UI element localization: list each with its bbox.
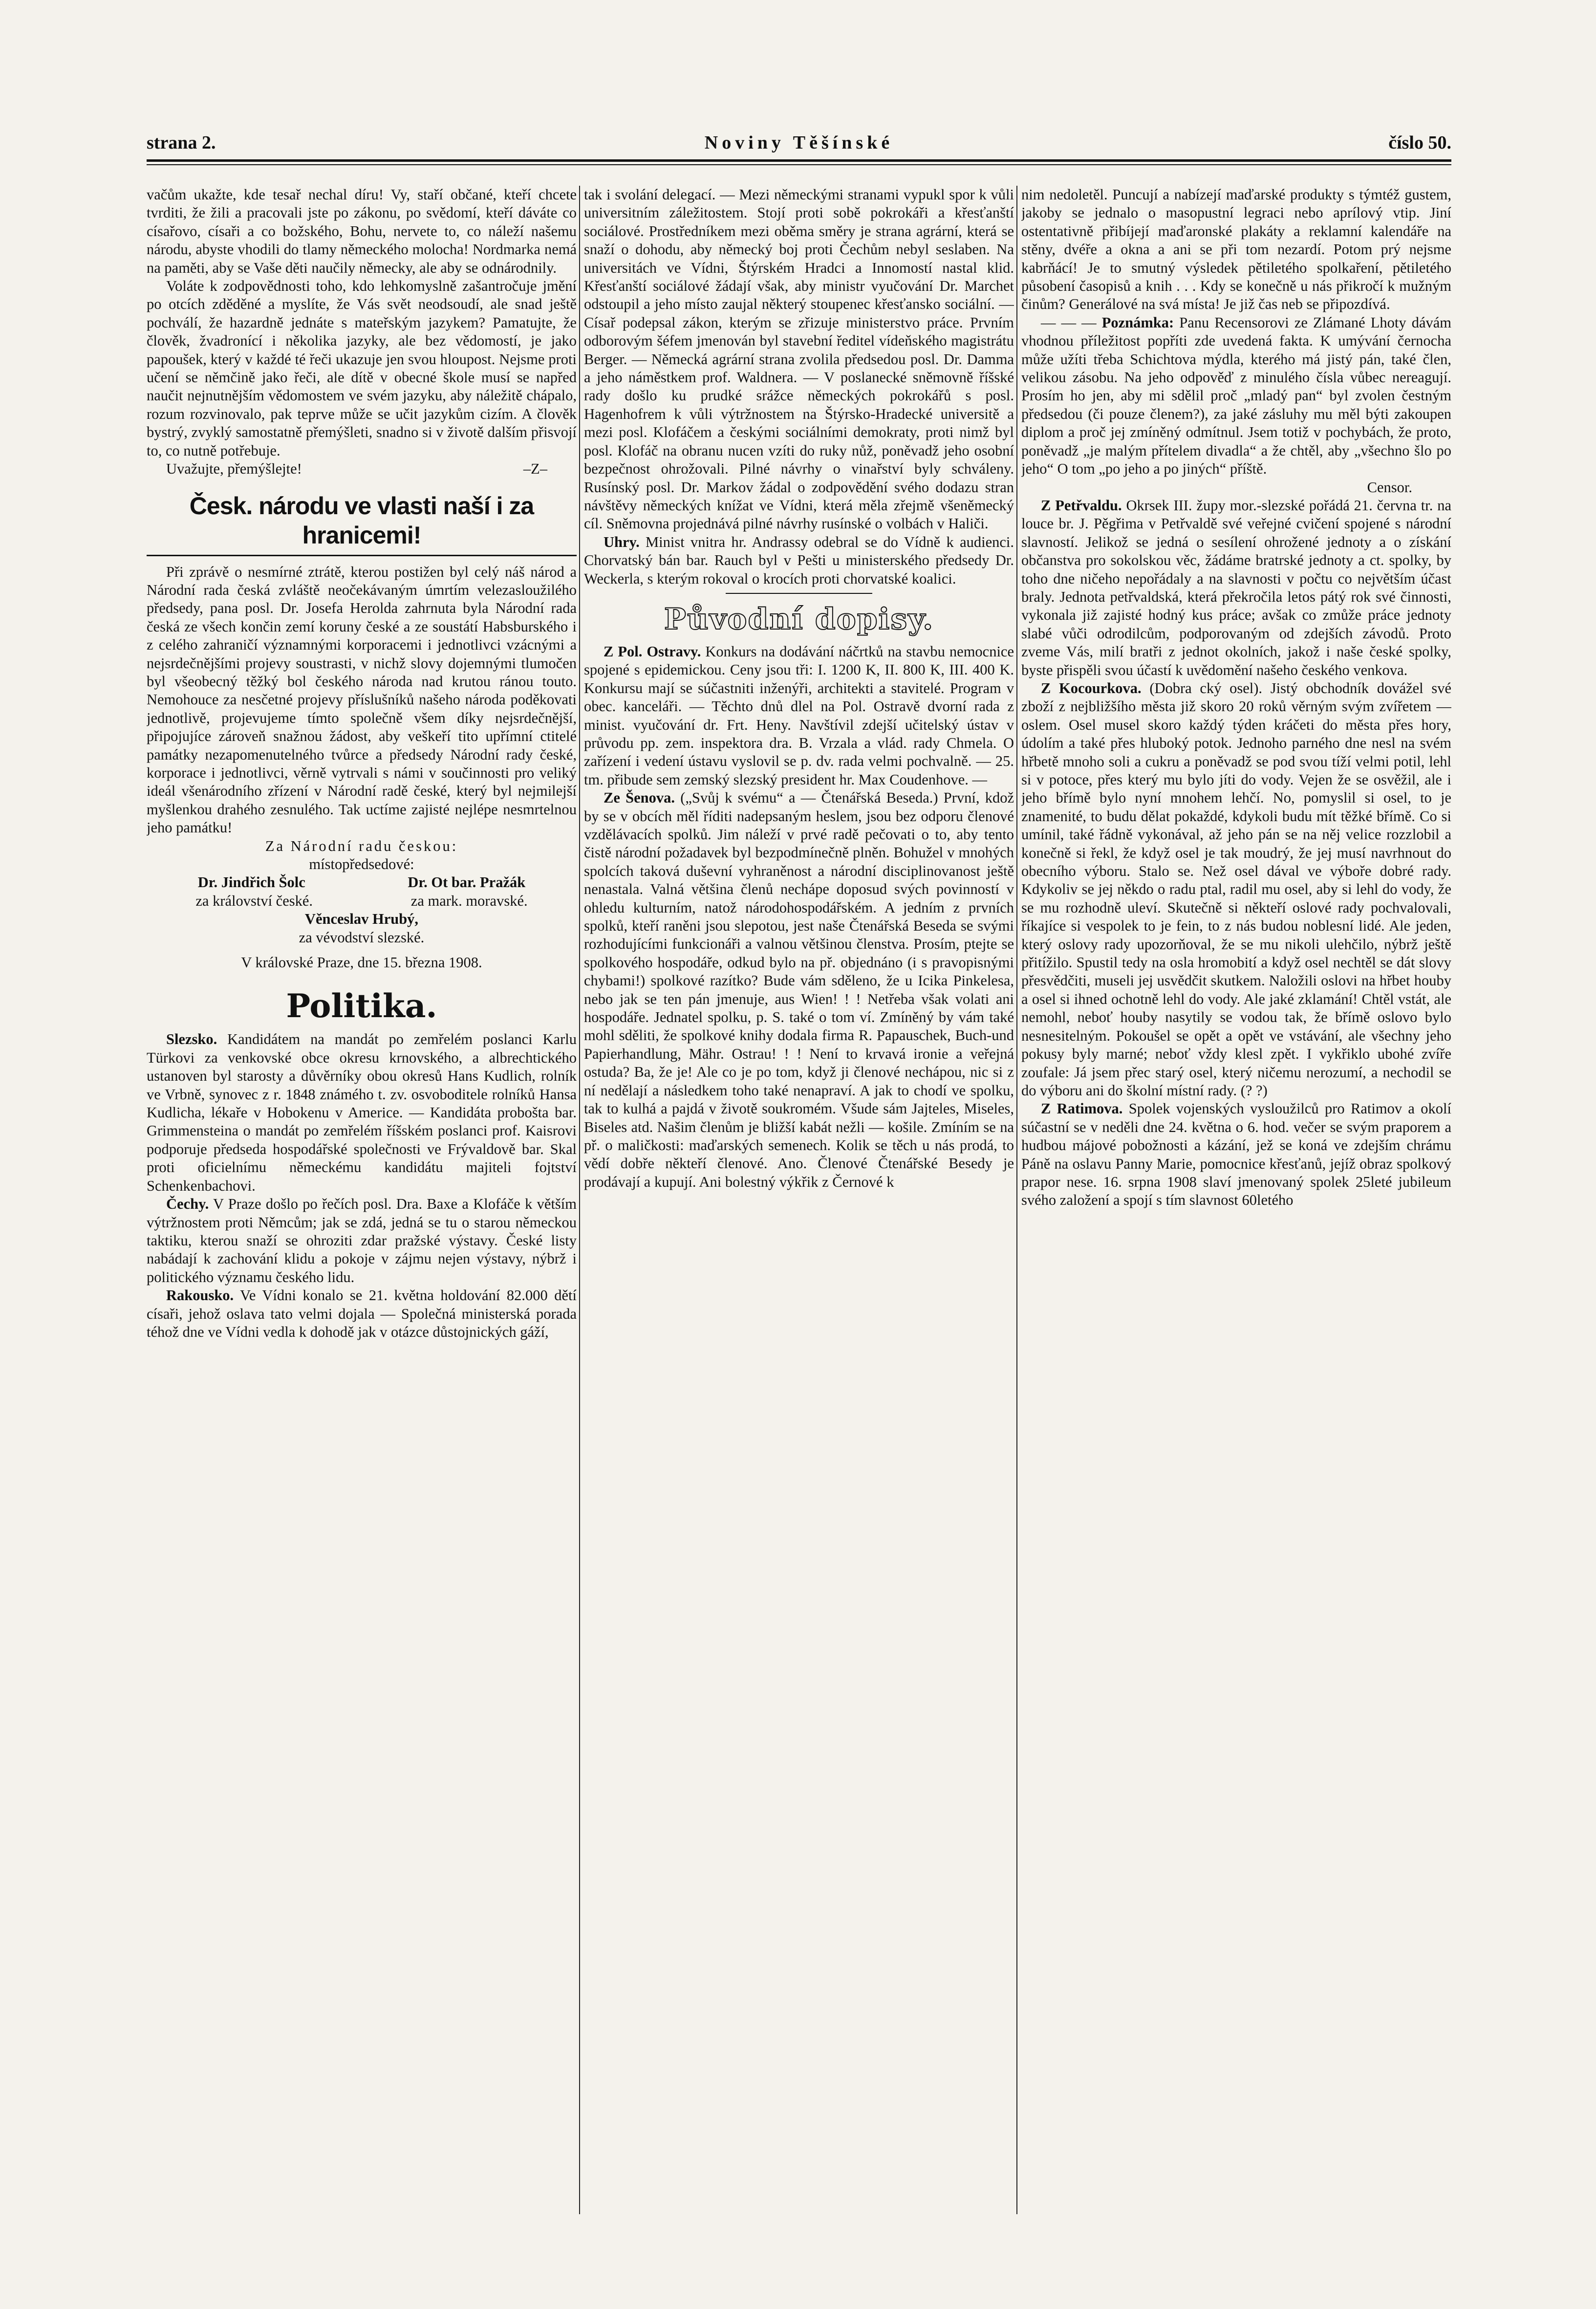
signatories-row <box>147 873 577 892</box>
column-divider <box>1016 186 1017 2214</box>
news-item: Rakousko. Ve Vídni konalo se 21. května holdování 82.000 dětí císaři, jehož oslava tato velmi dojala — Společná ministerská porada téhož dne ve Vídni vedla k dohodě jak v otázce důstojnických gáží, <box>147 1287 577 1340</box>
dateline: V královské Praze, dne 15. března 1908. <box>241 954 482 971</box>
dateline-place: Z Pol. Ostravy. <box>604 643 701 660</box>
correspondence-item: Ze Šenova. („Svůj k svému“ a — Čtenářská Beseda.) První, kdož by se v obcích měl říditi nadepsaným heslem, jsou bez odporu členové vzdělávacích spolků. Jim náleží v prvé radě pečovati o to, aby tento čistě národní požadavek byl bezpodmínečně plněn. Bohužel v mnohých spolcích taková duševní vyhraněnost a národní disciplinovanost ještě nenastala. Valná většina členů nechápe doposud svých povinností v ohledu kulturním, natož národohospodářském. A jedním z prvních spolků, kteří raněni jsou slepotou, jest naše Čtenářská Beseda se svými rozhodujícími funkcionáři a valnou většinou členstva. Prosím, ptejte se spolkového hospodáře, odkud bylo na př. objednáno (i s pravopisnými chybami!) spolkové razítko? Bude vám sděleno, že u Icika Pinkelesa, nebo jak se ten pán jmenuje, aus Wien! ! ! Netřeba však volati ani hospodáře. Jednatel spolku, p. S. také o tom ví. Zmíněný by vám také mohl sděliti, že spolkové knihy dodala firma R. Papauschek, Buch-und Papierhandlung, Mähr. Ostrau! ! ! Není to krvavá ironie a veřejná ostuda? Ba, že je! Ale co je po tom, když ji členové nechápou, nic si z ní nedělají a následkem toho také nenapraví. A jak to chodí ve spolku, tak to kulhá a pajdá v životě soukromém. Všude sám Jajteles, Miseles, Biseles atd. Našim členům je bližší kabát nežli — košile. Zmíním se na př. o maličkosti: maďarských semenech. Kolik se těch u nás prodá, to vědí dobře někteří členové. Ano. Členové Čtenářské Besedy je prodávají a kupují. Ani bolestný výkřik z Černové k <box>584 789 1014 1190</box>
page-number: strana 2. <box>147 132 216 153</box>
appeal-text: Při zprávě o nesmírné ztrátě, kterou postižen byl celý náš národ a Národní rada česká zvláště neočekávaným úmrtím velezasloužilého předsedy, pana posl. Dr. Josefa Herolda zahrnuta byla Národní rada česká ze všech končin zemí koruny české a ze soustátí Habsburského i z celého zahraničí významnými korporacemi i jednotlivci vzácnými a nejsrdečnějšími projevy soustrasti, v nichž slovy dojemnými tlumočen byl všeobecný těžký bol českého národa nad krutou ránou touto. Nemohouce za nesčetné projevy příslušníků našeho národa poděkovati jednotlivě, projevujeme tímto společně všem díky nejsrdečnější, připojujíce zároveň snažnou žádost, aby veškeří tito upřímní ctitelé památky nezapomenutelného tvůrce a předsedy Národní rady české, korporace i jednotlivci, věrně vytrvali s námi v součinnosti pro veliký ideál všenárodního zřízení v Národní radě české, který byl nejmilejší myšlenkou drahého zesnulého. Tak uctíme zajisté nejlépe nesmrtelnou jeho památku! <box>147 563 577 836</box>
article-paragraph: Voláte k zodpovědnosti toho, kdo lehkomyslně zašantročuje jmění po otcích zděděné a myslíte, že Vás svět neodsoudí, ale snad ještě pochválí, že hazardně jednáte s mateřským jazykem? Pamatujte, že člověk, žvadronící i několika jazyky, ale bez vědomostí, je jako papoušek, který v každé té řeči ukazuje jen svou hloupost. Nejsme proti učení se němčině jako řeči, ale dítě v obecné škole musí se napřed naučit nejnutnějším vědomostem ve svém jazyku, aby náležitě chápalo, rozum rozvinovalo, pak teprve může se učit jazykům cizím. A člověk bystrý, zvyklý samostatně přemýšleti, snadno si v životě dalším přisvojí to, co nutně potřebuje. <box>147 278 577 459</box>
header-rule <box>147 159 1451 162</box>
newspaper-page <box>147 122 1451 2234</box>
column-1 <box>147 186 577 2219</box>
issue-number: číslo 50. <box>1388 132 1451 153</box>
signatory-body: Za Národní radu českou: <box>265 837 458 854</box>
signatories-roles <box>147 892 577 910</box>
signatory-name: Věnceslav Hrubý, <box>304 911 419 928</box>
dateline-place: Z Kocourkova. <box>1041 679 1142 697</box>
correspondence-item: Z Pol. Ostravy. Konkurs na dodávání náčrtků na stavbu nemocnice spojené s epidemickou. Ceny jsou tři: I. 1200 K, II. 800 K, III. 400 K. Konkursu mají se súčastniti inženýři, architekti a stavitelé. Program v obec. kanceláři. — Těchto dnů dlel na Pol. Ostravě dvorní rada z minist. vyučování dr. Frt. Heny. Navštívil zdejší učitelský ústav v průvodu pp. zem. inspektora dra. B. Vrzala a vlád. rady Chmela. O zařízení i vedení ústavu vyslovil se p. dv. rada velmi pochvalně. — 25. tm. přibude sem zemský slezský president hr. Max Coudenhove. — <box>584 643 1014 788</box>
news-region: Rakousko. <box>166 1287 234 1304</box>
news-item: Slezsko. Kandidátem na mandát po zemřelém poslanci Karlu Türkovi za venkovské obce okresu krnovského, a albrechtického ustanoven byl starosty a důvěrníky obou okresů Hans Kudlich, rolník ve Vrbně, synovec z r. 1848 známého t. zv. osvoboditele rolníků Hansa Kudlicha, lékaře v Hobokenu v Americe. — Kandidáta probošta bar. Grimmensteina o mandát po zemřelém říšském poslanci prof. Kaisrovi podporuje předseda hospodářské společnosti ve Frývaldově bar. Skal proti oficielnímu německému kandidátu majiteli fojtství Schenkenbachovi. <box>147 1031 577 1194</box>
column-3 <box>1021 186 1451 2219</box>
section-heading-politika: Politika. <box>286 987 437 1025</box>
signatory-name: Dr. Jindřich Šolc <box>197 874 305 891</box>
author-mark: –Z– <box>523 460 547 478</box>
column-2 <box>584 186 1014 2219</box>
section-divider <box>726 593 872 594</box>
signatory-name: Dr. Ot bar. Pražák <box>408 874 526 891</box>
dateline-place: Ze Šenova. <box>604 789 675 806</box>
section-heading-puvodni-dopisy: Původní dopisy. <box>664 602 934 636</box>
correspondence-item: Z Kocourkova. (Dobra cký osel). Jistý obchodník dovážel své zboží z nejbližšího města již skoro 20 roků věrným svým zvířetem — oslem. Osel musel skoro každý týden kráčeti do města přes hory, údolím a také přes hluboký potok. Jednoho parného dne nesl na svém hřbetě mnoho soli a cukru a poněvadž se pod svou tíží velmi potil, lehl si v potoce, přes který mu bylo jíti do vody. Vejen že se osvěžil, ale i jeho břímě bylo nyní mnohem lehčí. No, pomyslil si osel, to je znamenité, to budu dělat pokaždé, kdykoli budu mít těžké břímě. Co si umínil, také řádně vykonával, až jeho pán se na něj velice rozzlobil a konečně si řekl, že když osel je tak moudrý, že jej musí navrhnout do obecního výboru. Stalo se. Než osel dával ve výboře dobré rady. Kdykoliv se jej někdo o radu ptal, radil mu osel, aby si lehl do vody, že se mu rozhodně uleví. Skutečně si někteří oslové rady pochvalovali, říkajíce si vespolek to je fein, to z nás budou noblesní lidé. Ale jeden, který oslovy rady upozorňoval, že se mu nikoli ulehčilo, nýbrž ještě přitížilo. Spustil tedy na osla hromobití a když osel nechtěl se dát slovy přesvědčiti, museli jej usvědčit skutkem. Naložili oslovi na hřbet houby a osel si ihned ochotně lehl do vody. Ale jaké zklamání! Chtěl vstát, ale nemohl, neboť houby nasytily se vodou tak, že břímě oslovo bylo nesnesitelným. Pokoušel se opět a opět ve vstávání, ale všechny jeho pokusy byly marné; neboť vždy klesl zpět. I vykřiklo ubohé zvíře zoufale: Já jsem přec starý osel, který ničemu nerozumí, a nechodil se do výboru ani do školní místní rady. (? ?) <box>1021 679 1451 1099</box>
correspondence-item: nim nedoletěl. Puncují a nabízejí maďarské produkty s týmtéž gustem, jakoby se jednalo o masopustní legraci nebo aprílový vtip. Jiní ostentativně přibíjejí maďaronské plakáty a reklamní kalendáře na stěny, dvéře a okna a ani se při tom nezardí. Potom prý nejsme kabrňácí! Je to smutný výsledek pětiletého spolkaření, pětiletého působení časopisů a knih . . . Kdy se konečně u nás přikročí k mužným činům? Generálové na svá místa! Je již čas neb se připozdívá. <box>1021 186 1451 313</box>
note-signature: Censor. <box>1367 479 1412 496</box>
signatory-role: za mark. moravské. <box>410 892 528 909</box>
news-region: Uhry. <box>604 533 640 550</box>
article-closing: Uvažujte, přemýšlejte! –Z– <box>147 460 577 478</box>
news-item: tak i svolání delegací. — Mezi německými stranami vypukl spor k vůli universitním záležitostem. Stojí proti sobě pokrokáři a křesťanští sociálové. Prostředníkem mezi oběma směry je strana agrární, která se snaží o dohodu, aby německý boj proti Čechům nebyl seslaben. Na universitách ve Vídni, Štýrském Hradci a Innomostí nastal klid. Křesťanští sociálové žádají však, aby ministr vyučování Dr. Marchet odstoupil a jeho místo zaujal některý stoupenec křesťansko sociální. — Císař podepsal zákon, kterým se zřizuje ministerstvo práce. Prvním odborovým šéfem jmenován byl stavební ředitel vídeňského magistrátu Berger. — Německá agrární strana zvolila předsedou posl. Dr. Damma a jeho náměstkem prof. Waldnera. — V poslanecké sněmovně říšské rady došlo ku prudké srážce německých pokrokářů s posl. Hagenhofrem k vůli výtržnostem na Štýrsko-Hradecké universitě a mezi posl. Klofáčem a českými sociálními demokraty, proti nimž byl posl. Klofáč na obranu nucen vzíti do ruky nůž, poněvadž jeho osobní bezpečnost ohrožovali. Pilné návrhy o vinařství byly schváleny. Rusínský posl. Dr. Markov žádal o zodpovědění svého dodazu stran návštěvy německých knížat ve Vídni, která měla zřejmě všeněmecký cíl. Sněmovna projednává pilné návrhy rusínské o volbách v Haliči. <box>584 186 1014 532</box>
appeal-heading: Česk. národu ve vlasti naší i za hranicemi! <box>189 492 534 549</box>
signatory-role: za vévodství slezské. <box>299 929 425 946</box>
dateline-place: Z Petřvaldu. <box>1041 497 1122 514</box>
dateline-place: Z Ratimova. <box>1041 1100 1123 1117</box>
running-head <box>147 122 1451 156</box>
news-item: Čechy. V Praze došlo po řečích posl. Dra. Baxe a Klofáče k větším výtržnostem proti Němcům; jak se zdá, jedná se tu o starou německou taktiku, kterou snaží se ohroziti zdar pražské výstavy. České listy nabádají k zachování klidu a pokoje v zájmu nejen výstavy, nýbrž i politického významu českého lidu. <box>147 1196 577 1285</box>
newspaper-title: Noviny Těšínské <box>704 132 894 153</box>
news-item: Uhry. Minist vnitra hr. Andrassy odebral se do Vídně k audienci. Chorvatský bán bar. Rauch byl v Pešti u ministerského předsedy Dr. Weckerla, s kterým rokoval o krocích proti chorvatské koalici. <box>584 533 1014 587</box>
note-item: — — — Poznámka: Panu Recensorovi ze Zlámané Lhoty dávám vhodnou příležitost popříti zde uvedená fakta. K umývání černocha může užíti třeba Schichtova mýdla, kterého má jistý pán, také člen, velikou zásobu. Na jeho odpověď z minulého čísla vůbec nereagují. Prosím ho jen, aby mi sdělil proč „mladý pan“ byl zvolen čestným předsedou (či pouze členem?), za jaké zásluhy mu měl býti zakoupen diplom a proč jej zmíněný odmítnul. Jsem totiž v pochybách, že proto, poněvadž „je malým přítelem divadla“ a že chtěl, aby „všechno šlo po jeho“ O tom „po jeho a po jiných“ příště. <box>1021 314 1451 478</box>
signatory-role: za království české. <box>195 892 313 909</box>
news-region: Čechy. <box>166 1196 209 1213</box>
signatory-title: místopředsedové: <box>309 856 414 872</box>
column-divider <box>579 186 580 2214</box>
header-rule-thin <box>147 164 1451 165</box>
correspondence-item: Z Petřvaldu. Okrsek III. župy mor.-slezské pořádá 21. června tr. na louce br. J. Pěgřima v Petřvaldě své veřejné cvičení spojené s národní slavností. Jelikož se jedná o sesílení ohrožené jednoty a o získání občanstva pro sokolskou věc, žádáme bratrské jednoty a ct. spolky, by toho dne ničeho nepořádaly a na slavnosti v počtu co největším účast braly. Jednota petřvaldská, která překročila letos pátý rok své činnosti, vykonala již zajisté hodný kus práce; avšak co zmůže práce jednoty slabé vůči odrodilcům, podporovaným od zdejších závodů. Proto zveme Vás, milí bratři z jednot okolních, jakož i naše české spolky, byste přispěli svou účastí k uvědomění našeho českého venkova. <box>1021 497 1451 678</box>
correspondence-item: Z Ratimova. Spolek vojenských vysloužilců pro Ratimov a okolí súčastní se v neděli dne 24. května o 6. hod. večer se svým praporem a hudbou májové pobožnosti a kázání, jež se koná ve zdejším chrámu Páně na oslavu Panny Marie, pomocnice křesťanů, jejíž obraz spolkový prapor nese. 16. srpna 1908 slaví jmenovaný spolek 25leté jubileum svého založení a spojí s tím slavnost 60letého <box>1021 1100 1451 1209</box>
news-region: Slezsko. <box>166 1031 217 1048</box>
note-label: Poznámka: <box>1101 314 1174 331</box>
article-paragraph: vačům ukažte, kde tesař nechal díru! Vy, staří občané, kteří chcete tvrditi, že žili a pracovali jste po zákonu, po svědomí, kteří dáváte co císařovo, císaři a co božského, Bohu, nervete to, co náleží našemu národu, abyste vhodili do tlamy německého molocha! Nordmarka nemá na paměti, aby se Vaše děti naučily německy, ale aby se odnárodnily. <box>147 186 577 276</box>
